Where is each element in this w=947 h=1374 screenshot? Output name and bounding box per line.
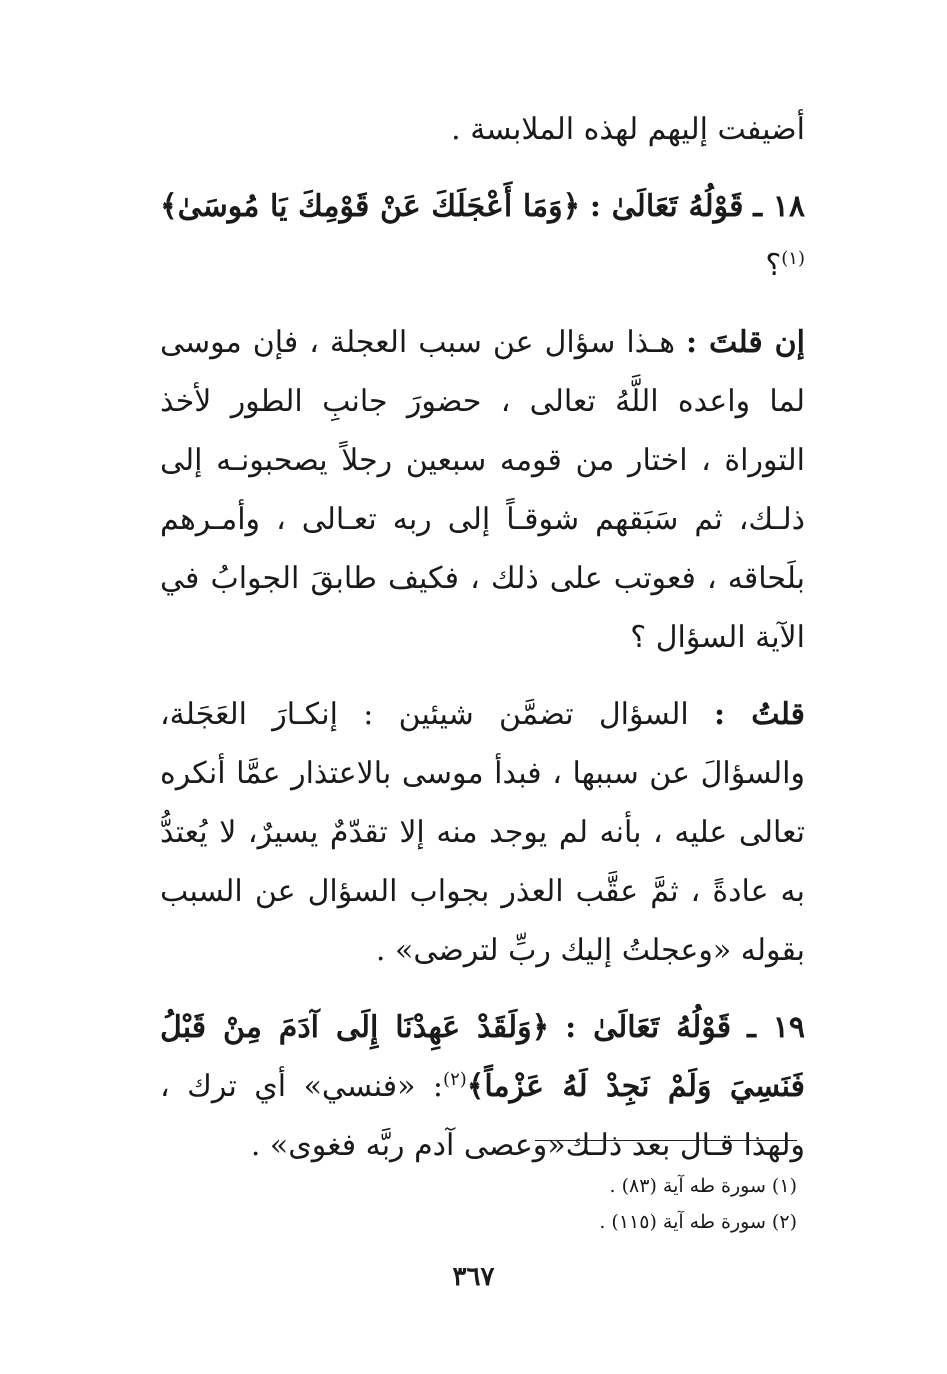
page-number: ٣٦٧ <box>452 1262 495 1292</box>
paragraph-verse-18 <box>160 177 805 295</box>
footnote-ref[interactable]: (٢) <box>443 1069 467 1090</box>
footnote-divider <box>535 1140 797 1141</box>
quran-verse: ﴿وَمَا أَعْجَلَكَ عَنْ قَوْمِكَ يَا مُوسَىٰ﴾ <box>160 189 581 224</box>
footnote-item: (٢) سورة طه آية (١١٥) . <box>599 1211 797 1233</box>
footnote-item: (١) سورة طه آية (٨٣) . <box>609 1175 797 1197</box>
answer-lead: قلتُ : <box>714 697 806 732</box>
quran-verse: ﴿وَلَقَدْ عَهِدْنَا إِلَى آدَمَ مِنْ قَبْلُ فَنَسِيَ وَلَمْ نَجِدْ لَهُ عَزْماً﴾ <box>160 1010 805 1104</box>
paragraph-verse-19 <box>160 998 805 1175</box>
section-heading: قَوْلُهُ تَعَالَىٰ : <box>589 189 744 224</box>
page-body <box>160 100 805 1175</box>
question-lead: إن قلتَ : <box>686 325 805 360</box>
footnotes <box>430 1168 797 1240</box>
verse-commentary: : «فنسي» أي ترك ، ولهذا قـال بعد ذلـك«وعصى آدم ربَّه فغوى» . <box>160 1069 805 1163</box>
section-heading: قَوْلُهُ تَعَالَىٰ : <box>565 1010 732 1045</box>
paragraph-question <box>160 313 805 667</box>
question-text: هـذا سؤال عن سبب العجلة ، فإن موسى لما واعده اللَّهُ تعالى ، حضورَ جانبِ الطور لأخذ التوراة ، اختار من قومه سبعين رجلاً يصحبونـه إلى ذلـك، ثم سَبَقهم شوقـاً إلى ربه تعـالى ، وأمـرهم بلَحاقه ، فعوتب على ذلك ، فكيف طابقَ الجوابُ في الآية السؤال ؟ <box>160 325 805 655</box>
section-number: ١٩ ـ <box>747 1010 805 1045</box>
footnote-ref[interactable]: (١) <box>781 248 805 269</box>
section-number: ١٨ ـ <box>753 189 805 224</box>
paragraph-answer <box>160 685 805 980</box>
question-mark: ؟ <box>765 248 782 283</box>
paragraph-intro: أضيفت إليهم لهذه الملابسة . <box>451 112 805 147</box>
answer-text: السؤال تضمَّن شيئين : إنكـارَ العَجَلة، والسؤالَ عن سببها ، فبدأ موسى بالاعتذار عمَّا أنكره تعالى عليه ، بأنه لم يوجد منه إلا تقدّمٌ يسيرٌ، لا يُعتدُّ به عادةً ، ثمَّ عقَّب العذر بجواب السؤال عن السبب بقوله «وعجلتُ إليك ربِّ لترضى» . <box>160 697 805 968</box>
